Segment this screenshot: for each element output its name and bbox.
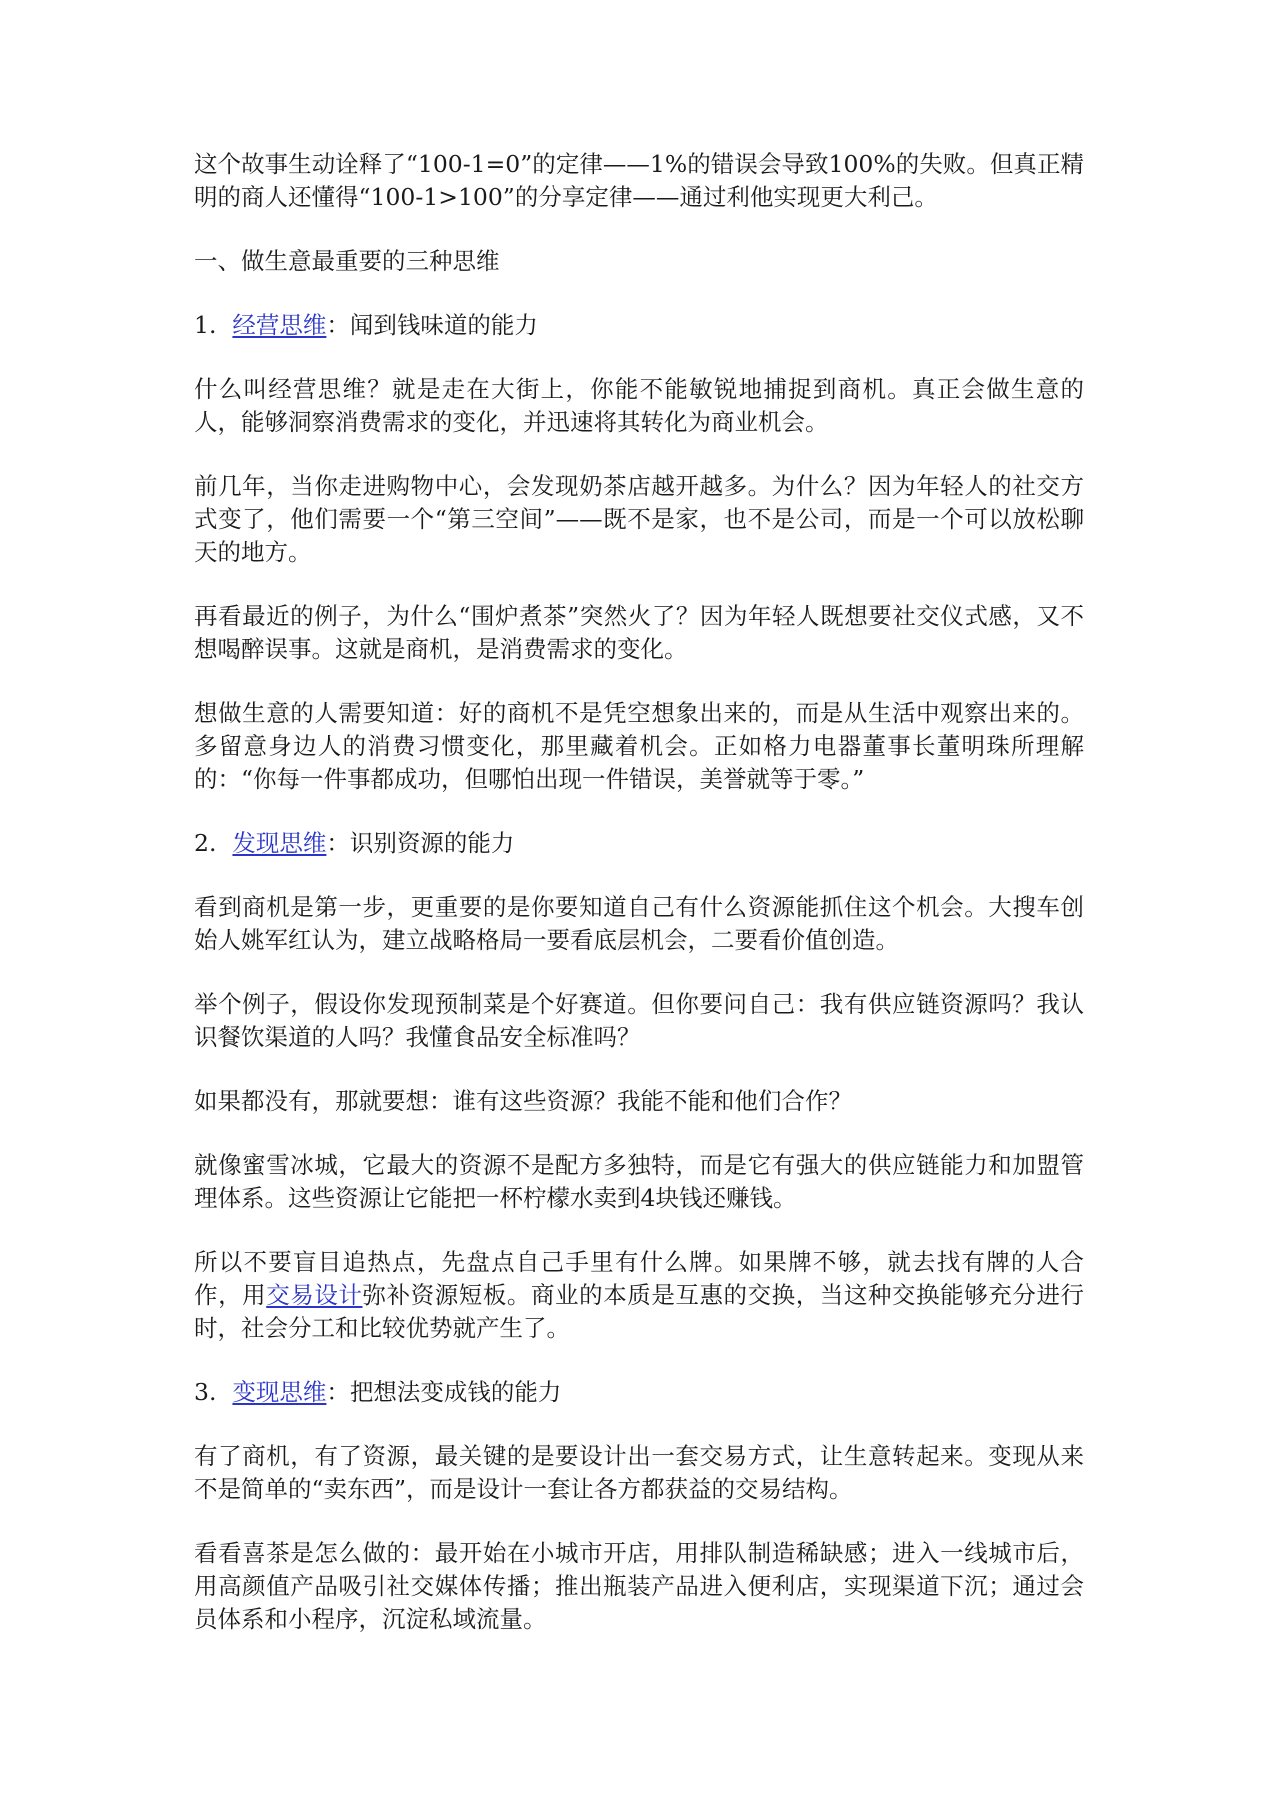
paragraph: 什么叫经营思维？就是走在大街上，你能不能敏锐地捕捉到商机。真正会做生意的人，能够洞察消费需求的变化，并迅速将其转化为商业机会。	[194, 375, 1084, 436]
subsection-heading-text: ：把想法变成钱的能力	[326, 1378, 562, 1406]
subsection-heading-text: ：闻到钱味道的能力	[326, 311, 538, 339]
link-transaction-design[interactable]: 交易设计	[266, 1281, 363, 1309]
paragraph: 就像蜜雪冰城，它最大的资源不是配方多独特，而是它有强大的供应链能力和加盟管理体系。这些资源让它能把一杯柠檬水卖到4块钱还赚钱。	[194, 1151, 1084, 1212]
paragraph: 举个例子，假设你发现预制菜是个好赛道。但你要问自己：我有供应链资源吗？我认识餐饮渠道的人吗？我懂食品安全标准吗？	[194, 990, 1084, 1051]
paragraph-text: 弥补资源短板。商业的本质是互惠的交换，当这种交换能够充分进行时，社会分工和比较优势就产生了。	[194, 1281, 1085, 1342]
link-business-thinking[interactable]: 经营思维	[232, 311, 327, 339]
link-monetization-thinking[interactable]: 变现思维	[232, 1378, 327, 1406]
intro-paragraph: 这个故事生动诠释了“100-1=0”的定律——1%的错误会导致100%的失败。但真正精明的商人还懂得“100-1>100”的分享定律——通过利他实现更大利己。	[194, 150, 1084, 211]
subsection-heading-3	[194, 1376, 1084, 1409]
paragraph: 看看喜茶是怎么做的：最开始在小城市开店，用排队制造稀缺感；进入一线城市后，用高颜值产品吸引社交媒体传播；推出瓶装产品进入便利店，实现渠道下沉；通过会员体系和小程序，沉淀私域流量。	[194, 1539, 1084, 1633]
paragraph: 有了商机，有了资源，最关键的是要设计出一套交易方式，让生意转起来。变现从来不是简单的“卖东西”，而是设计一套让各方都获益的交易结构。	[194, 1442, 1084, 1503]
article-body	[194, 148, 1084, 1667]
subsection-number: 2.	[194, 829, 217, 857]
subsection-heading-1	[194, 309, 1084, 342]
section-title: 一、做生意最重要的三种思维	[194, 247, 500, 275]
paragraph-text: 所以不要盲目追热点，先盘点自己手里有什么牌。如果牌不够，就去找有牌的人合作，用	[194, 1248, 1084, 1309]
subsection-number: 3.	[194, 1378, 217, 1406]
paragraph: 如果都没有，那就要想：谁有这些资源？我能不能和他们合作？	[194, 1087, 852, 1115]
paragraph-with-link	[194, 1246, 1084, 1345]
subsection-number: 1.	[194, 311, 217, 339]
subsection-heading-text: ：识别资源的能力	[326, 829, 515, 857]
link-discovery-thinking[interactable]: 发现思维	[232, 829, 327, 857]
paragraph: 看到商机是第一步，更重要的是你要知道自己有什么资源能抓住这个机会。大搜车创始人姚军红认为，建立战略格局一要看底层机会，二要看价值创造。	[194, 893, 1084, 954]
paragraph: 前几年，当你走进购物中心，会发现奶茶店越开越多。为什么？因为年轻人的社交方式变了，他们需要一个“第三空间”——既不是家，也不是公司，而是一个可以放松聊天的地方。	[194, 472, 1084, 566]
subsection-heading-2	[194, 827, 1084, 860]
paragraph: 想做生意的人需要知道：好的商机不是凭空想象出来的，而是从生活中观察出来的。多留意身边人的消费习惯变化，那里藏着机会。正如格力电器董事长董明珠所理解的：“你每一件事都成功，但哪怕出现一件错误，美誉就等于零。”	[194, 699, 1084, 793]
paragraph: 再看最近的例子，为什么“围炉煮茶”突然火了？因为年轻人既想要社交仪式感，又不想喝醉误事。这就是商机，是消费需求的变化。	[194, 602, 1084, 663]
